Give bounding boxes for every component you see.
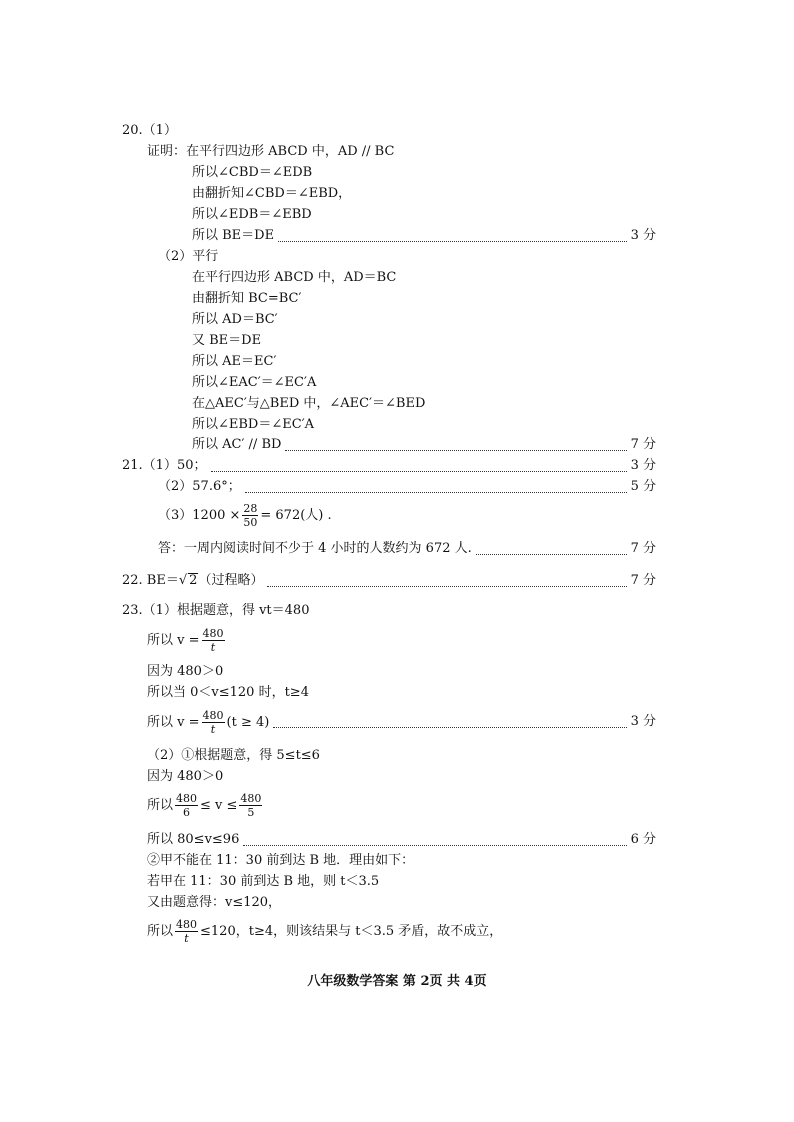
- leader-dots: [285, 440, 626, 451]
- q20-p2-line-3: 所以 AD＝BC′: [192, 312, 278, 327]
- q23-part1-result: [147, 706, 656, 738]
- q23-line-6: （2）①根据题意，得 5≤t≤6: [147, 748, 320, 763]
- fraction-denominator: 50: [243, 516, 258, 529]
- q23-line-1: 23.（1）根据题意，得 vt＝480: [122, 603, 310, 618]
- q20-p1-line-3: 由翻折知∠CBD＝∠EBD，: [192, 186, 352, 201]
- score-label: 5 分: [630, 479, 656, 494]
- leader-dots: [267, 576, 626, 587]
- q20-p2-line-5: 所以 AE＝EC′: [192, 354, 277, 369]
- q21-answer-text: 答：一周内阅读时间不少于 4 小时的人数约为 672 人.: [158, 541, 472, 556]
- leader-dots: [273, 717, 626, 728]
- q23-line-2-prefix: 所以 v =: [147, 633, 200, 648]
- q23-line-8: [147, 790, 264, 822]
- q21-part2: [158, 478, 656, 496]
- q20-p1-conclusion: [192, 227, 656, 245]
- q21-part3: [158, 500, 332, 532]
- q20-p2-line-4: 又 BE＝DE: [192, 333, 262, 348]
- q20-p1-line-1: 证明：在平行四边形 ABCD 中，AD // BC: [147, 144, 395, 159]
- q23-part2-result: [147, 831, 656, 849]
- fraction-numerator: 480: [202, 627, 224, 640]
- q23-line-4: 所以当 0＜v≤120 时，t≥4: [147, 685, 309, 700]
- fraction: [175, 792, 198, 819]
- fraction-denominator: t: [210, 641, 216, 654]
- q20-p1-line-2: 所以∠CBD＝∠EDB: [192, 165, 313, 180]
- score-label: 3 分: [630, 714, 656, 729]
- fraction-denominator: 6: [183, 806, 191, 819]
- q23-line-13-suffix: ≤120，t≥4，则该结果与 t＜3.5 矛盾，故不成立，: [200, 924, 503, 939]
- q20-heading: 20.（1）: [122, 123, 177, 138]
- q23-line-7: 因为 480＞0: [147, 769, 224, 784]
- leader-dots: [211, 461, 627, 472]
- q23-line-13-prefix: 所以: [147, 924, 174, 939]
- q23-line-12: 又由题意得：v≤120，: [147, 895, 282, 910]
- q20-p2-line-1: 在平行四边形 ABCD 中，AD＝BC: [192, 270, 397, 285]
- q22-text: 22. BE＝√ 2（过程略）: [122, 573, 264, 588]
- fraction-numerator: 28: [243, 502, 258, 515]
- score-label: 3 分: [630, 228, 656, 243]
- fraction: [202, 709, 225, 736]
- q23-line-5-prefix: 所以 v =: [147, 714, 200, 730]
- q20-p2-line-9: 所以 AC′ // BD: [192, 437, 282, 452]
- q21-line-3-prefix: （3）1200 ×: [158, 508, 241, 523]
- page-footer: 八年级数学答案 第 2页 共 4页: [307, 974, 487, 989]
- fraction-numerator: 480: [176, 792, 198, 805]
- q22: [122, 572, 656, 590]
- q20-p2-line-6: 所以∠EAC′＝∠EC′A: [192, 375, 317, 390]
- q22-prefix: 22. BE＝: [122, 573, 179, 588]
- fraction: [242, 502, 258, 529]
- q23-line-11: 若甲在 11：30 前到达 B 地，则 t＜3.5: [147, 874, 380, 889]
- score-label: 7 分: [630, 437, 656, 452]
- leader-dots: [278, 231, 627, 242]
- q21-line-1: 21.（1）50；: [122, 458, 207, 473]
- fraction: [202, 627, 225, 654]
- q20-p2-conclusion: [192, 436, 656, 454]
- score-label: 6 分: [630, 832, 656, 847]
- q21-part1: [122, 457, 656, 475]
- leader-dots: [476, 544, 627, 555]
- q22-suffix: （过程略）: [198, 573, 264, 588]
- fraction: [175, 918, 198, 945]
- fraction-numerator: 480: [202, 708, 224, 722]
- fraction: [239, 792, 262, 819]
- fraction-numerator: 480: [176, 918, 198, 931]
- score-label: 3 分: [630, 458, 656, 473]
- leader-dots: [245, 482, 627, 493]
- q23-line-8-mid: ≤ v ≤: [200, 798, 238, 813]
- q21-answer: [158, 540, 656, 558]
- score-label: 7 分: [630, 573, 656, 588]
- q23-line-13: [147, 916, 502, 948]
- q20-p2-heading: （2）平行: [158, 249, 219, 264]
- q23-line-5-suffix: (t ≥ 4): [226, 714, 270, 730]
- fraction-denominator: t: [184, 932, 189, 945]
- q23-line-5: [147, 709, 269, 736]
- q21-line-3-suffix: = 672(人) .: [260, 508, 332, 523]
- q23-line-2: [147, 625, 227, 657]
- q21-line-2: （2）57.6°；: [158, 479, 241, 494]
- fraction-denominator: t: [210, 722, 216, 736]
- q20-p2-line-2: 由翻折知 BC=BC′: [192, 291, 302, 306]
- leader-dots: [243, 835, 626, 846]
- q20-p2-line-7: 在△AEC′与△BED 中，∠AEC′＝∠BED: [192, 396, 426, 411]
- score-label: 7 分: [630, 541, 656, 556]
- q20-p2-line-8: 所以∠EBD＝∠EC′A: [192, 417, 315, 432]
- q20-p1-line-4: 所以∠EDB＝∠EBD: [192, 207, 312, 222]
- q23-line-9: 所以 80≤v≤96: [147, 832, 240, 847]
- fraction-denominator: 5: [247, 806, 255, 819]
- q23-line-10: ②甲不能在 11：30 前到达 B 地．理由如下：: [147, 853, 415, 868]
- fraction-numerator: 480: [240, 792, 262, 805]
- sqrt-radicand: 2: [189, 573, 198, 588]
- q23-line-8-prefix: 所以: [147, 798, 174, 813]
- q20-p1-line-5: 所以 BE＝DE: [192, 228, 275, 243]
- q23-line-3: 因为 480＞0: [147, 664, 224, 679]
